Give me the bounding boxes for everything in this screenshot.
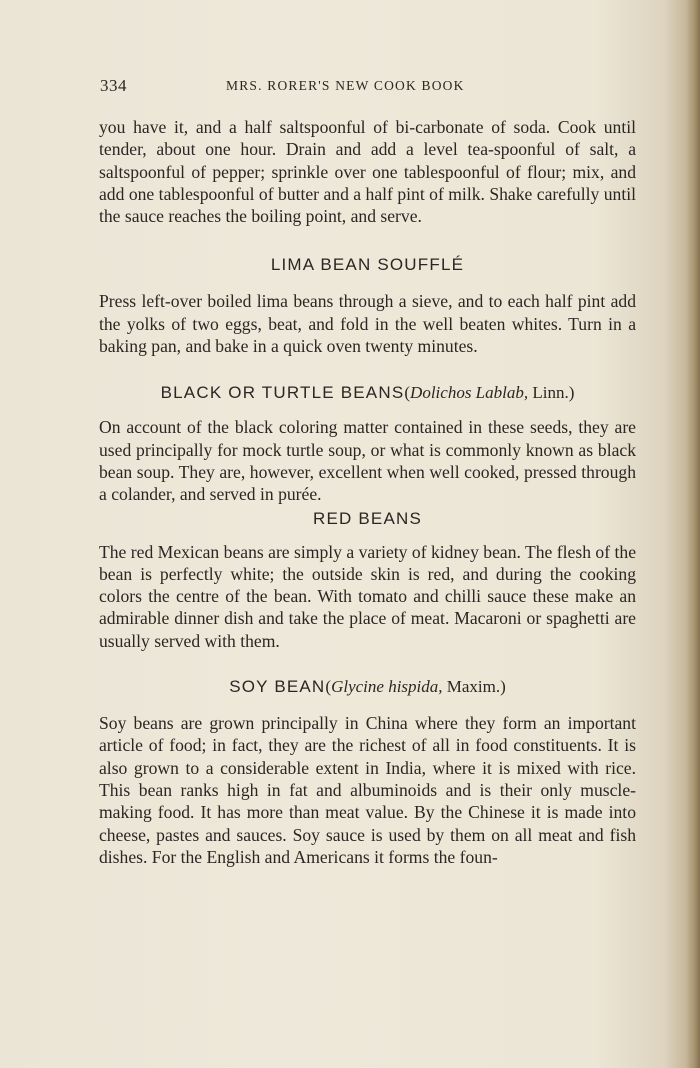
red-beans-paragraph: The red Mexican beans are simply a variety of kidney bean. The flesh of the bean is perfectly white; the outside skin is red, and during the cooking colors the centre of the bean. With tomato and chilli sauce these make an admirable dinner dish and take the place of meat. Macaroni or spaghetti are usually served with them.: [99, 541, 636, 651]
soy-bean-title: SOY BEAN: [229, 677, 326, 697]
page-number: 334: [100, 76, 127, 95]
page-edge-shadow: [686, 0, 700, 1068]
black-turtle-beans-paragraph: On account of the black coloring matter contained in these seeds, they are used principally for mock turtle soup, or what is commonly known as black bean soup. They are, however, excellent when well cooked, pressed through a colander, and served in purée.: [99, 417, 636, 505]
lima-bean-souffle-heading: LIMA BEAN SOUFFLÉ: [270, 255, 465, 275]
black-turtle-beans-latin-name: Dolichos Lablab,: [410, 383, 529, 403]
soy-bean-authority: Maxim.): [442, 677, 506, 697]
red-beans-heading: RED BEANS: [312, 508, 423, 528]
page-content: [99, 116, 636, 868]
continued-paragraph: you have it, and a half saltspoonful of bi-carbonate of soda. Cook until tender, about one hour. Drain and add a level tea-spoonful of salt, a saltspoonful of pepper; sprinkle over one tablespoonful of flour; mix, and add one tablespoonful of butter and a half pint of milk. Shake carefully until the sauce reaches the boiling point, and serve.: [99, 117, 636, 227]
soy-bean-latin-name: Glycine hispida,: [331, 677, 443, 697]
lima-bean-souffle-paragraph: Press left-over boiled lima beans through a sieve, and to each half pint add the yolks of two eggs, beat, and fold in the well beaten whites. Turn in a baking pan, and bake in a quick oven twenty minutes.: [99, 291, 636, 357]
black-turtle-beans-title: BLACK OR TURTLE BEANS: [160, 383, 405, 403]
running-header: [100, 76, 635, 100]
black-turtle-beans-heading: [99, 383, 636, 403]
book-title: MRS. RORER'S NEW COOK BOOK: [226, 78, 465, 93]
soy-bean-heading: [99, 677, 636, 697]
black-turtle-beans-paren: (: [404, 383, 411, 403]
black-turtle-beans-authority: Linn.): [528, 383, 575, 403]
soy-bean-paragraph: Soy beans are grown principally in China where they form an important article of food; in fact, they are the richest of all in food constituents. It is also grown to a considerable extent in India, where it is mixed with rice. This bean ranks high in fat and albuminoids and is their only muscle-making food. It has more than meat value. By the Chinese it is made into cheese, pastes and sauces. Soy sauce is used by them on all meat and fish dishes. For the English and Americans it forms the foun-: [99, 713, 636, 867]
soy-bean-paren: (: [325, 677, 332, 697]
